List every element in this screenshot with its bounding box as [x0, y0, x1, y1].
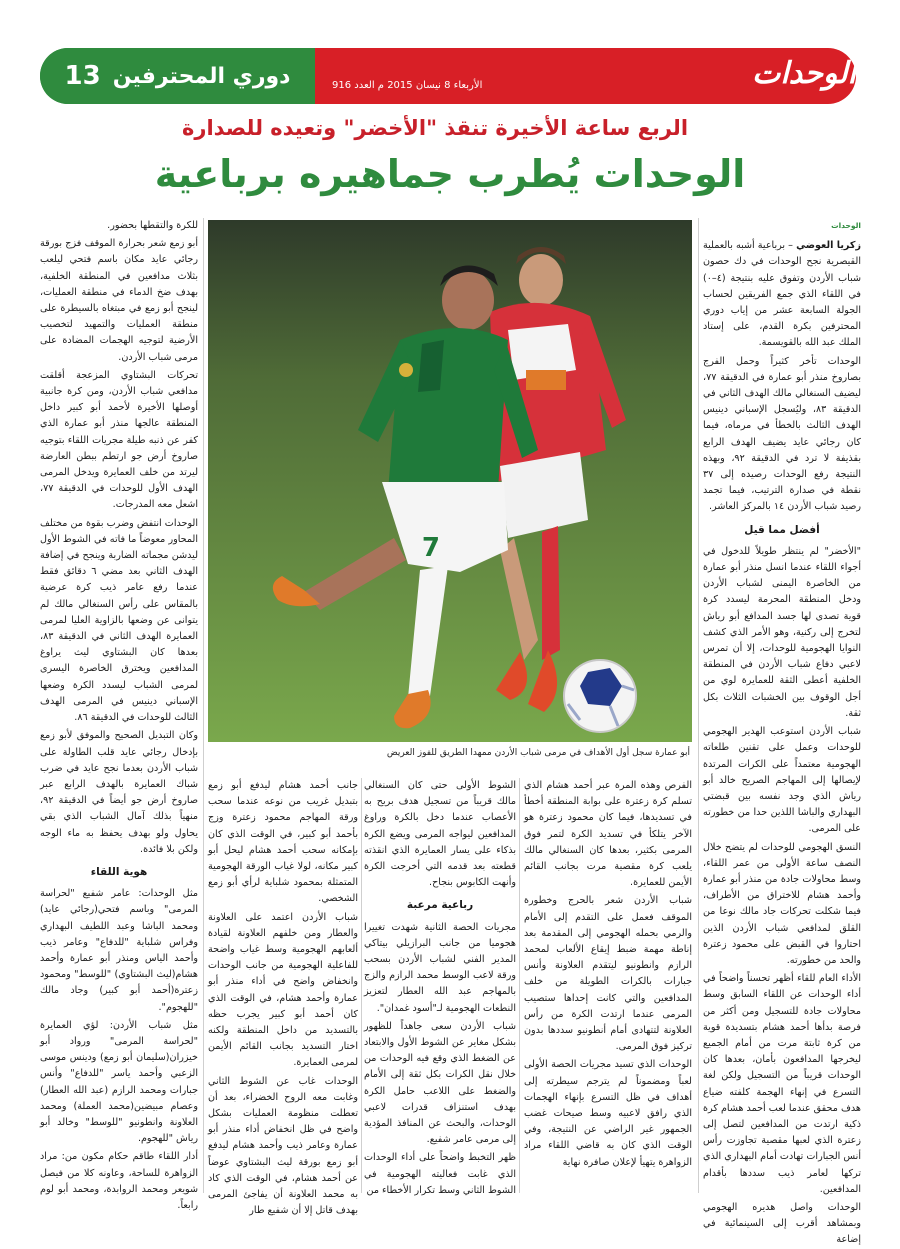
section-tab: [40, 48, 315, 104]
article-paragraph: الوحدات تأخر كثيراً وحمل الفرج بصاروخ منذر أبو عمارة في الدقيقة ٧٧، ليضيف السنغالي مالك الهدف الثاني في الدقيقة ٨٣، وليُسجل الإسباني دينيس الهدف الثالث بالخطأ في مرماه، فيما كان رجائي عايد يضيف الهدف الرابع بقذيفة لا ترد في الدقيقة ٩٢، وبهذه النتيجة رفع الوحدات رصيده إلى ٣٧ نقطة في صدارة الترتيب، فيما تجمد رصيد شباب الأردن ١٤ بالمركز العاشر.: [703, 355, 861, 513]
article-paragraph: للكرة والتقطها بحضور.: [107, 220, 198, 231]
article-column-5: [40, 218, 198, 1211]
match-photo: [208, 220, 692, 742]
jersey-number: 7: [421, 533, 440, 563]
article-paragraph: مثل الوحدات: عامر شفيع "لحراسة المرمى" وباسم فتحي(رجائي عايد) ومحمد الباشا وعبد اللطيف البهداري وفراس شلباية "للدفاع" وعامر ذيب وأحمد الياس ومنذر أبو عمارة وأحمد هشام(ليث البشتاوي) "للوسط" ومحمود زعترة(أحمد أبو كبير) وجاد مالك "للهجوم".: [40, 888, 198, 1013]
article-column-4: [208, 778, 358, 1217]
column-divider: [698, 218, 699, 1193]
article-paragraph: الأداء العام للقاء أظهر تحسناً واضحاً في أداء الوحدات عن اللقاء السابق وسط محاولات جادة للتسجيل ومن أكثر من فرصة بدأها أحمد هشام بتسديدة قوية من كرة ثابتة مرت من أمام الجميع ليخرجها المدافعون بأمان، بعدها كان الوحدات قريباً من التسجيل ولكن لغة التسرع في إنهاء الهجمة كلفته ضياع هدف محقق عندما لعب أحمد هشام كرة ذكية ارتدت من المدافعين لتصل إلى زعترة الذي لعبها مقصية تجاوزت رأس أنس الجبارات تهادت أمام البهداري الذي تركها لعامر ذيب سددها بأقدام المدافعين.: [703, 973, 861, 1195]
credit-line: الوحدات: [831, 221, 861, 230]
article-paragraph: ظهر التخبط واضحاً على أداء الوحدات الذي غابت فعاليته الهجومية في الشوط الثاني وسط تكرار الأخطاء من: [364, 1152, 516, 1196]
article-paragraph: مجريات الحصة الثانية شهدت تغييرا هجوميا من جانب البرازيلي بيتاكي المدير الفني لشباب الأردن بسحب ورقة لاعب الوسط محمد الرازم والزج بالمهاجم عبد الله العطار لتعزيز النطعات الهجومية لـ"أسود غمدان".: [364, 921, 516, 1014]
page-number: 13: [64, 61, 101, 91]
article-paragraph: الوحدات انتفض وضرب بقوة من مختلف المحاور معوضاً ما فاته في الشوط الأول ليدشن مجماته الضاربة وينجح في إضافة الهدف الثاني بعد مضي ٦ دقائق فقط عندما رفع عامر ذيب كرة عرضية بالمقاس على رأس السنغالي مالك لم يتوانى عن وضعها بالزاوية العليا لمرمى العمايرة الهدف الثاني في الدقيقة ٨٣، بعدها كان البشتاوي ليث يراوغ المدافعين ويخترق الخاصرة اليسرى لمرمى الشباب ليسدد الكرة وضعها الإسباني دينيس في المرمى الهدف الثالث للوحدات في الدقيقة ٨٦.: [40, 517, 198, 724]
section-title: دوري المحترفين: [112, 63, 291, 89]
article-paragraph: جانب أحمد هشام ليدفع أبو زمع بتبديل غريب من نوعه عندما سحب ورقة المهاجم محمود زعترة وزج بأحمد أبو كبير، في الوقت الذي كان بإمكانه سحب أحمد هشام ليحل أبو كبير مكانه، لولا غياب الورقة الهجومية المتمثلة بمحمود شلباية لرأي أبو زمع الشخصي.: [208, 780, 358, 905]
article-paragraph: شباب الأردن اعتمد على العلاونة والعطار ومن خلفهم العلاونة لقيادة ألعابهم الهجومية وسط غياب واضحة للفاعلية الهجومية من جانب الوحدات وانخفاض واضح في أداء منذر أبو عمارة وأحمد هشام، في الوقت الذي كان أحمد أبو كبير يجرب حظه بالتسديد من داخل المنطقة ولكنه اختار التسديد بجانب القائم الأيمن لمرمى العمايرة.: [208, 911, 358, 1069]
article-paragraph: الفرص وهذه المرة عبر أحمد هشام الذي تسلم كرة زعترة على بوابة المنطقة أخطأ في تسديدها، فيما كان محمود زعترة هو الآخر يتلكأ في تسديد الكرة لتمر فوق المرمى بكثير، بعدها كان السنغالي مالك يلعب كرة مقصية مرت بجانب القائم الأيمن للعمايرة.: [524, 780, 692, 889]
article-paragraph: تحركات البشتاوي المزعجة أقلقت مدافعي شباب الأردن، ومن كرة جانبية أوصلها الأخيرة لأحمد أبو كبير داخل المنطقة عالجها منذر أبو عمارة الذي كفر عن ذنبه طيلة مجريات اللقاء بتوجيه صاروخ أرض جو ارتطم ببطن العارضة ليرتد من خلف العمايرة ويدخل المرمى الهدف الأول للوحدات في الدقيقة ٧٧، اشعل معه المدرجات.: [40, 369, 198, 511]
newspaper-logo: الوحدات: [752, 56, 856, 91]
article-paragraph: الوحدات واصل هديره الهجومي وبمشاهد أقرب إلى السينمائية في إضاعة: [703, 1201, 861, 1246]
article-paragraph: أبو زمع شعر بحرارة الموقف فزج بورقة رجائي عايد مكان باسم فتحي ليلعب بثلاث مدافعين في المنطقة الخلفية، بهدف ضخ الدماء في منطقة العمليات، لينجح أبو زمع في مبتغاه بالسيطرة على منطقة العمليات والتمهيد لتخصيب الأرضية لتوجيه الهجمات المضادة على مرمى شباب الأردن.: [40, 238, 198, 363]
football: [564, 660, 636, 732]
column-divider: [519, 778, 520, 1193]
author-name: زكريا العوضي: [796, 240, 861, 252]
article-paragraph: مثل شباب الأردن: لؤي العمايرة "لحراسة المرمى" ورواد أبو خيزران(سليمان أبو زمع) ودينس موسى الزعبي وأحمد ياسر "للدفاع" وأنس جبارات ومحمد الرازم (عبد الله العطار) وعصام مبيضين(محمد العملة) ومحمد العلاونة وانطونيو "للوسط" وخالد أبو رياش "للهجوم.: [40, 1019, 198, 1145]
column-divider: [203, 218, 204, 1193]
article-paragraph: [703, 238, 861, 351]
article-paragraph: أدار اللقاء طاقم حكام مكون من: مراد الزواهرة للساحة، وعاونه كلا من فيصل شويعر ومحمد الروابدة، ومحمد أبو لوم رابعاً.: [40, 1151, 198, 1211]
article-column-2: [524, 778, 692, 1193]
subheading: هوية اللقاء: [90, 865, 148, 878]
subheading: أفضل مما قيل: [744, 523, 820, 536]
article-column-1: [703, 218, 861, 1246]
article-paragraph: "الأخضر" لم ينتظر طويلاً للدخول في أجواء اللقاء عندما انسل منذر أبو عمارة من الخاصرة اليمنى لشباب الأردن ودخل المنطقة المحرمة ليسدد كرة قوية تصدى لها جسد المدافع أبو رياش لتخرج إلى ركنية، وهو الأمر الذي كشف النوايا الهجومية للوحدات، إلا أن تمرس لاعبي دفاع شباب الأردن في المنطقة الخلفية أعطى الثقة للعمايرة لوي من أجل الوقوف بين الخشبات الثلاث بكل ثقة.: [703, 545, 861, 719]
article-paragraph: شباب الأردن استوعب الهدير الهجومي للوحدات وعمل على تقنين طلعاته الهجومية معتمداً على الكرات المرتدة لإيصالها إلى المهاجم الصريح خالد أبو رياش الذي وجد نفسه بين قبضتي البهداري والباشا اللذين حدا من خطورته على المرمى.: [703, 726, 861, 835]
subheading: رباعية مرعبة: [406, 899, 474, 912]
column-divider: [361, 778, 362, 1193]
article-paragraph: وكان التبديل الصحيح والموفق لأبو زمع بإدخال رجائي عايد قلب الطاولة على شباب الأردن بعدما نجح عايد في ضرب شباك العمايرة بالهدف الرابع عبر صاروخ أرض جو أيضاً في الدقيقة ٩٢، منهياً بذلك آمال الشباب الذي بقي يحاول ولو بهدف يحفظ به ماء الوجه ولكن بلا فائدة.: [40, 730, 198, 855]
article-paragraph: شباب الأردن سعى جاهداً للظهور بشكل مغاير عن الشوط الأول والابتعاد عن الضغط الذي وقع فيه الوحدات من خلال نقل الكرات بكل ثقة إلى الأمام والضغط على اللاعب حامل الكرة بهدف استنزاف قدرات لاعبي الوحدات، والبحث عن المنافذ المؤدية إلى مرمى عامر شفيع.: [364, 1020, 516, 1146]
main-headline: الوحدات يُطرب جماهيره برباعية: [154, 152, 746, 196]
match-photo-illustration: [208, 220, 692, 742]
article-paragraph: الوحدات الذي تسيد مجريات الحصة الأولى لعباً ومضموناً لم يترجم سيطرته إلى أهداف في ظل التسرع بإنهاء الهجمات الذي رافق لاعبيه وسط صيحات غضب الجمهور غير الراضي عن النتيجة، وفي الوقت الذي كان به قاضي اللقاء مراد الزواهرة يتهيأ لإعلان صافرة نهاية: [524, 1059, 692, 1168]
article-paragraph: الشوط الأولى حتى كان السنغالي مالك قريباً من تسجيل هدف بريح به الأعصاب عندما دخل بالكرة وراوغ المدافعين ليواجه المرمى ويضع الكرة بذكاء على يسار العمايرة الذي انقذته قطعته بعد قدمه التي أخرجت الكرة وأنهت الكابوس بنجاح.: [364, 780, 516, 889]
header-band: [40, 48, 856, 104]
article-paragraph: النسق الهجومي للوحدات لم يتضح خلال النصف ساعة الأولى من عمر اللقاء، وسط محاولات جادة من منذر أبو عمارة وأحمد هشام للاختراق من الأطراف، فيما شكلت تحركات جاد مالك نوعا من القلق لمدافعي شباب الأردن الذين احتاروا في القبض على محمود زعترة والحد من خطورته.: [703, 841, 861, 966]
kicker-headline: الربع ساعة الأخيرة تنقذ "الأخضر" وتعيده للصدارة: [181, 116, 689, 140]
article-paragraph: شباب الأردن شعر بالحرج وخطورة الموقف فعمل على التقدم إلى الأمام والرمي بحمله الهجومي إلى المقدمة بعد إناطة مهمة ضبط إيقاع الألعاب لمحمد الرازم وانطونيو ليتقدم العلاونة وأنس جبارات بالكرات الطويلة من خلف المدافعين والتي كانت إحداها ستصيب المرمى عندما ارتدت الكرة من رأس العلاونة لتتهادى أمام أنطونيو سددها بدون تركيز فوق المرمى.: [524, 895, 692, 1053]
issue-line: الأربعاء 8 نيسان 2015 م العدد 916: [332, 80, 483, 91]
article-paragraph: الوحدات غاب عن الشوط الثاني وغابت معه الروح الخضراء، بعد أن تعطلت منظومة العمليات بشكل واضح في ظل انخفاض أداء منذر أبو عمارة وعامر ذيب وأحمد هشام ليدفع أبو زمع بورقة ليث البشتاوي عوضاً عن أحمد هشام، في الوقت الذي كاد به محمد العلاونة أن يفاجئ المرمى بهدف قاتل إلا أن شفيع طار: [208, 1075, 358, 1217]
paragraph-text: – برباعية أشبه بالعملية القيصرية نجح الوحدات في دك حصون شباب الأردن وتفوق عليه بنتيجة (٤–٠) في اللقاء الذي جمع الفريقين لحساب الجولة السابعة عشر من إياب دوري المحترفين بكرة القدم، على إستاد الملك عبد الله بالقويسمة.: [703, 240, 861, 349]
photo-caption: أبو عمارة سجل أول الأهداف في مرمى شباب الأردن ممهدا الطريق للفوز العريض: [386, 748, 690, 758]
article-column-3: [364, 778, 516, 1196]
